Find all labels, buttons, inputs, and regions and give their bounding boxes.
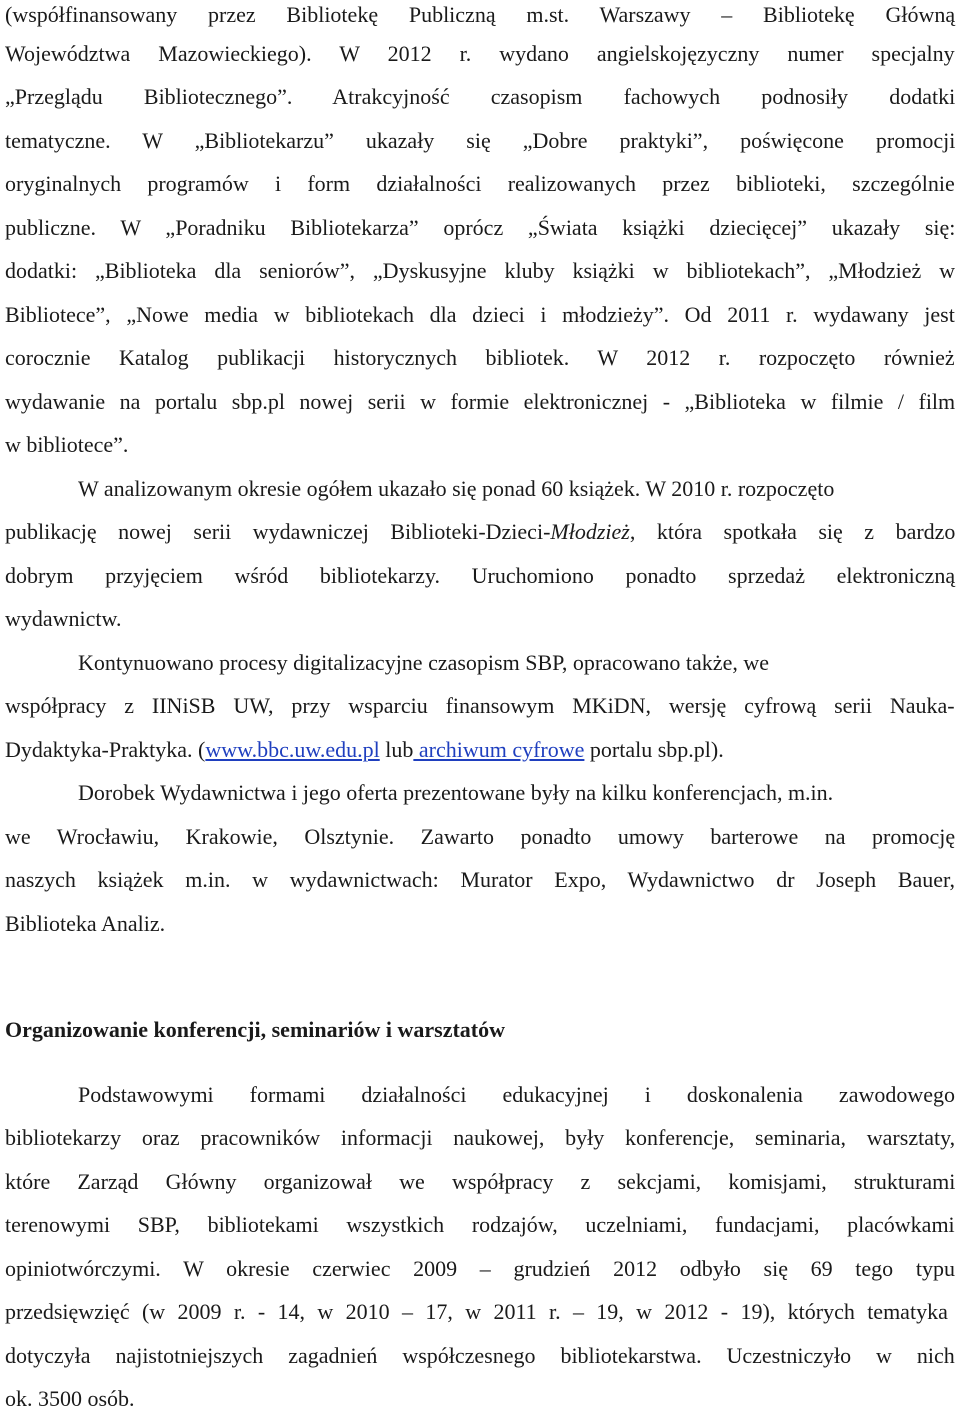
text-line: naszych książek m.in. w wydawnictwach: Murator Expo, Wydawnictwo dr Joseph Bauer, (5, 867, 955, 892)
text-line: wydawanie na portalu sbp.pl nowej serii w formie elektronicznej - „Biblioteka w filmie / film (5, 389, 956, 414)
text-line: corocznie Katalog publikacji historycznych bibliotek. W 2012 r. rozpoczęto również (5, 345, 955, 370)
text-line: opiniotwórczymi. W okresie czerwiec 2009 – grudzień 2012 odbyło się 69 tego typu (5, 1256, 955, 1281)
text-line (5, 517, 955, 547)
text-line: Podstawowymi formami działalności edukacyjnej i doskonalenia zawodowego (78, 1082, 955, 1107)
text-line: Kontynuowano procesy digitalizacyjne czasopism SBP, opracowano także, we (78, 650, 769, 675)
bbc-link[interactable]: www.bbc.uw.edu.pl (205, 737, 380, 762)
text-run: lub (379, 737, 414, 762)
text-run: Dydaktyka-Praktyka. ( (5, 737, 206, 762)
text-run: publikację nowej serii wydawniczej Biblioteki-Dzieci- (5, 519, 551, 544)
series-name: Młodzież (550, 519, 630, 544)
text-line: wydawnictw. (5, 606, 122, 631)
text-line: które Zarząd Główny organizował we współpracy z sekcjami, komisjami, strukturami (5, 1169, 956, 1194)
text-line: Województwa Mazowieckiego). W 2012 r. wydano angielskojęzyczny numer specjalny (5, 41, 955, 66)
text-line: bibliotekarzy oraz pracowników informacji naukowej, były konferencje, seminaria, warsztaty, (5, 1125, 956, 1150)
text-run: portalu sbp.pl). (584, 737, 724, 762)
text-line: dobrym przyjęciem wśród bibliotekarzy. Uruchomiono ponadto sprzedaż elektroniczną (5, 563, 956, 588)
text-run: , która spotkała się z bardzo (629, 519, 956, 544)
text-line: w bibliotece”. (5, 432, 129, 457)
text-line: tematyczne. W „Bibliotekarzu” ukazały się „Dobre praktyki”, poświęcone promocji (5, 128, 956, 153)
text-line: współpracy z IINiSB UW, przy wsparciu finansowym MKiDN, wersję cyfrową serii Nauka- (5, 693, 955, 718)
text-line: dotyczyła najistotniejszych zagadnień współczesnego bibliotekarstwa. Uczestniczyło w nich (5, 1343, 955, 1368)
section-heading: Organizowanie konferencji, seminariów i warsztatów (5, 1017, 506, 1042)
text-line: Bibliotece”, „Nowe media w bibliotekach dla dzieci i młodzieży”. Od 2011 r. wydawany jest (5, 302, 955, 327)
text-line: przedsięwzięć (w 2009 r. - 14, w 2010 – 17, w 2011 r. – 19, w 2012 - 19), których tematyka (5, 1299, 948, 1324)
text-line: terenowymi SBP, bibliotekami wszystkich rodzajów, uczelniami, fundacjami, placówkami (5, 1212, 955, 1237)
text-line: oryginalnych programów i form działalności realizowanych przez biblioteki, szczególnie (5, 171, 955, 196)
archive-link[interactable]: archiwum cyfrowe (413, 737, 585, 762)
text-line: dodatki: „Biblioteka dla seniorów”, „Dyskusyjne kluby książki w bibliotekach”, „Młodzież w (5, 258, 956, 283)
text-line: „Przeglądu Bibliotecznego”. Atrakcyjność czasopism fachowych podnosiły dodatki (5, 84, 956, 109)
text-line: Dorobek Wydawnictwa i jego oferta prezentowane były na kilku konferencjach, m.in. (78, 780, 834, 805)
text-line: publiczne. W „Poradniku Bibliotekarza” oprócz „Świata książki dziecięcej” ukazały się: (5, 215, 956, 240)
text-line (5, 735, 724, 765)
text-line: (współfinansowany przez Bibliotekę Publiczną m.st. Warszawy – Bibliotekę Główną (5, 2, 956, 27)
text-line: W analizowanym okresie ogółem ukazało się ponad 60 książek. W 2010 r. rozpoczęto (78, 476, 835, 501)
text-line: we Wrocławiu, Krakowie, Olsztynie. Zawarto ponadto umowy barterowe na promocję (5, 824, 956, 849)
text-line: Biblioteka Analiz. (5, 911, 166, 936)
text-line: ok. 3500 osób. (5, 1386, 135, 1411)
